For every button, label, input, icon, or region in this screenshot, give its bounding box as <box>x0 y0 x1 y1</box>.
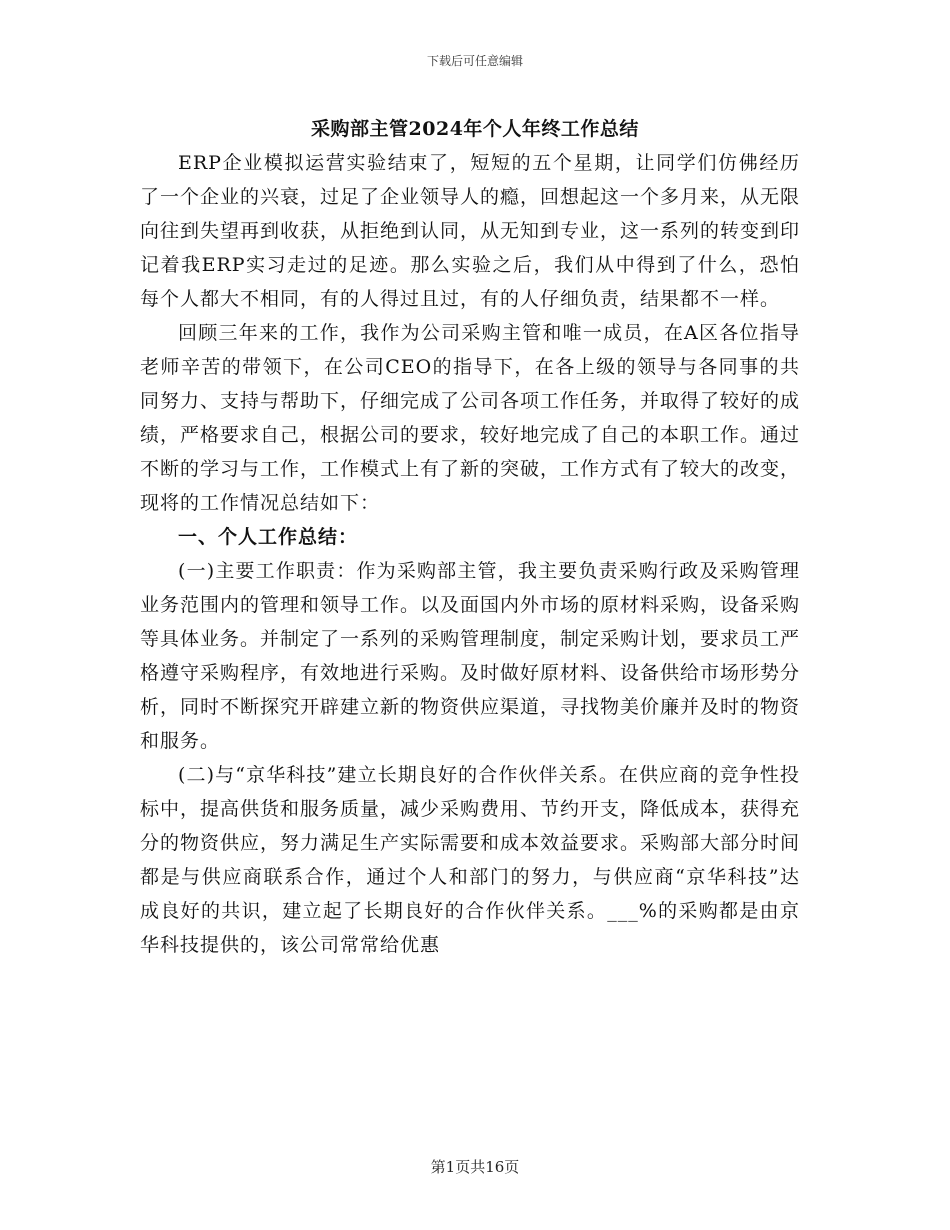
page-footer: 第1页共16页 <box>430 1158 520 1176</box>
paragraph: ERP企业模拟运营实验结束了，短短的五个星期，让同学们仿佛经历了一个企业的兴衰，过足了企业领导人的瘾，回想起这一个多月来，从无限向往到失望再到收获，从拒绝到认同，从无知到专业，这一系列的转变到印记着我ERP实习走过的足迹。那么实验之后，我们从中得到了什么，恐怕每个人都大不相同，有的人得过且过，有的人仔细负责，结果都不一样。 <box>140 152 801 310</box>
document-title: 采购部主管2024年个人年终工作总结 <box>311 118 639 140</box>
page-header: 下载后可任意编辑 <box>426 54 523 68</box>
section-heading: 一、个人工作总结： <box>178 526 359 548</box>
paragraph: 回顾三年来的工作，我作为公司采购主管和唯一成员，在A区各位指导老师辛苦的带领下，在公司CEO的指导下，在各上级的领导与各同事的共同努力、支持与帮助下，仔细完成了公司各项工作任务，并取得了较好的成绩，严格要求自己，根据公司的要求，较好地完成了自己的本职工作。通过不断的学习与工作，工作模式上有了新的突破，工作方式有了较大的改变，现将的工作情况总结如下： <box>140 322 801 514</box>
paragraph: (二)与“京华科技”建立长期良好的合作伙伴关系。在供应商的竞争性投标中，提高供货和服务质量，减少采购费用、节约开支，降低成本，获得充分的物资供应，努力满足生产实际需要和成本效益要求。采购部大部分时间都是与供应商联系合作，通过个人和部门的努力，与供应商“京华科技”达成良好的共识，建立起了长期良好的合作伙伴关系。___%的采购都是由京华科技提供的，该公司常常给优惠 <box>140 764 801 956</box>
paragraph: (一)主要工作职责：作为采购部主管，我主要负责采购行政及采购管理业务范围内的管理和领导工作。以及面国内外市场的原材料采购，设备采购等具体业务。并制定了一系列的采购管理制度，制定采购计划，要求员工严格遵守采购程序，有效地进行采购。及时做好原材料、设备供给市场形势分析，同时不断探究开辟建立新的物资供应渠道，寻找物美价廉并及时的物资和服务。 <box>140 560 801 752</box>
document-body <box>140 146 800 962</box>
